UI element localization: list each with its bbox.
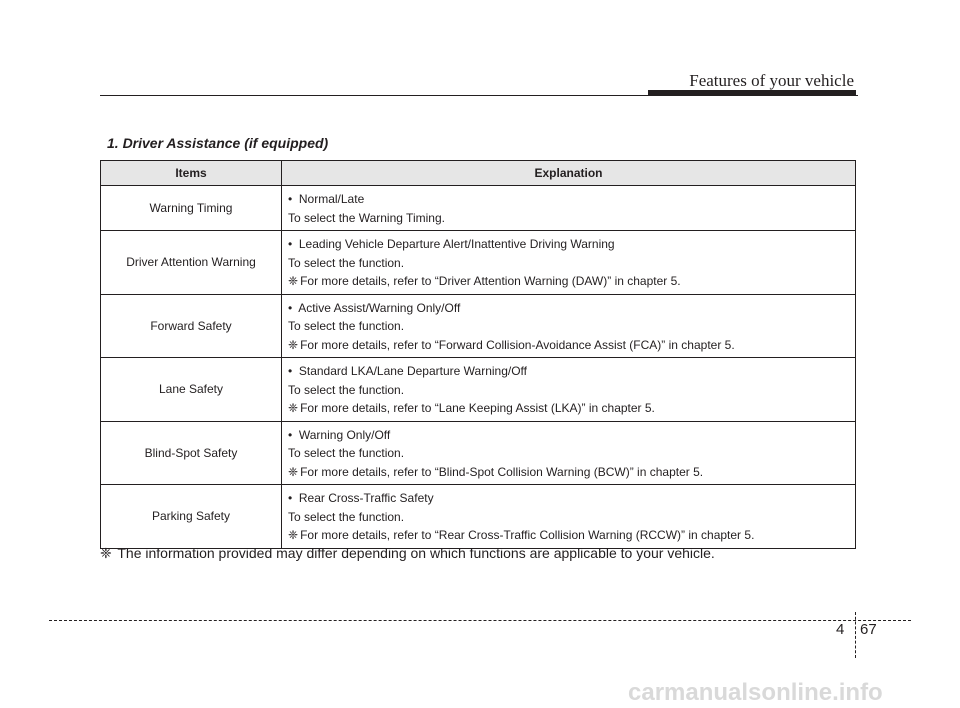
watermark-text: carmanualsonline.info (628, 679, 883, 706)
item-cell: Driver Attention Warning (101, 231, 282, 295)
action-line: To select the function. (288, 446, 405, 460)
action-line: To select the Warning Timing. (288, 210, 445, 225)
action-line: To select the function. (288, 382, 405, 397)
bullet-icon: • (288, 237, 293, 251)
action-line: To select the function. (288, 319, 405, 333)
table-row (101, 231, 856, 295)
note-line: ❈ For more details, refer to “Rear Cross-Traffic Collision Warning (RCCW)” in chapter 5. (288, 528, 755, 542)
note-line: ❈ For more details, refer to “Driver Attention Warning (DAW)” in chapter 5. (288, 274, 681, 288)
option-line: • Standard LKA/Lane Departure Warning/Off (288, 364, 528, 378)
note-icon: ❈ (288, 337, 299, 352)
option-line: • Warning Only/Off (288, 427, 391, 442)
explanation-cell (282, 358, 856, 422)
explanation-cell (282, 294, 856, 358)
table-header-row (101, 161, 856, 186)
table-row (101, 485, 856, 549)
bullet-icon: • (288, 192, 293, 206)
option-line: • Active Assist/Warning Only/Off (288, 300, 461, 315)
action-line: To select the function. (288, 509, 405, 524)
item-cell: Forward Safety (101, 294, 282, 358)
bullet-icon: • (288, 491, 293, 505)
action-line: To select the function. (288, 255, 405, 270)
table-row (101, 358, 856, 422)
item-cell: Lane Safety (101, 358, 282, 422)
footnote (100, 545, 715, 562)
bullet-icon: • (288, 300, 293, 315)
explanation-cell (282, 421, 856, 485)
footer-page-divider (855, 612, 856, 658)
footer-divider (49, 620, 911, 621)
footnote-text: The information provided may differ depending on which functions are applicable to your vehicle. (117, 545, 715, 561)
note-icon: ❈ (288, 274, 299, 288)
table-row (101, 294, 856, 358)
note-line: ❈ For more details, refer to “Forward Collision-Avoidance Assist (FCA)” in chapter 5. (288, 337, 735, 352)
bullet-icon: • (288, 427, 293, 442)
header-rule-accent (648, 90, 856, 96)
column-header-explanation: Explanation (282, 161, 856, 186)
explanation-cell (282, 231, 856, 295)
note-icon: ❈ (288, 528, 299, 542)
note-icon: ❈ (100, 545, 112, 561)
explanation-cell (282, 186, 856, 231)
note-icon: ❈ (288, 464, 299, 479)
option-line: • Leading Vehicle Departure Alert/Inattentive Driving Warning (288, 237, 615, 251)
column-header-items: Items (101, 161, 282, 186)
option-line: • Normal/Late (288, 192, 365, 206)
table-row (101, 186, 856, 231)
bullet-icon: • (288, 364, 293, 378)
item-cell: Parking Safety (101, 485, 282, 549)
table-row (101, 421, 856, 485)
explanation-cell (282, 485, 856, 549)
note-line: ❈ For more details, refer to “Blind-Spot Collision Warning (BCW)” in chapter 5. (288, 464, 704, 479)
section-title: 1. Driver Assistance (if equipped) (107, 135, 329, 151)
chapter-number: 4 (836, 621, 845, 638)
running-header: Features of your vehicle (689, 71, 854, 90)
item-cell: Warning Timing (101, 186, 282, 231)
page-number: 67 (860, 621, 877, 638)
driver-assistance-table (100, 160, 856, 549)
option-line: • Rear Cross-Traffic Safety (288, 491, 434, 505)
note-icon: ❈ (288, 401, 299, 415)
note-line: ❈ For more details, refer to “Lane Keeping Assist (LKA)” in chapter 5. (288, 401, 655, 415)
item-cell: Blind-Spot Safety (101, 421, 282, 485)
